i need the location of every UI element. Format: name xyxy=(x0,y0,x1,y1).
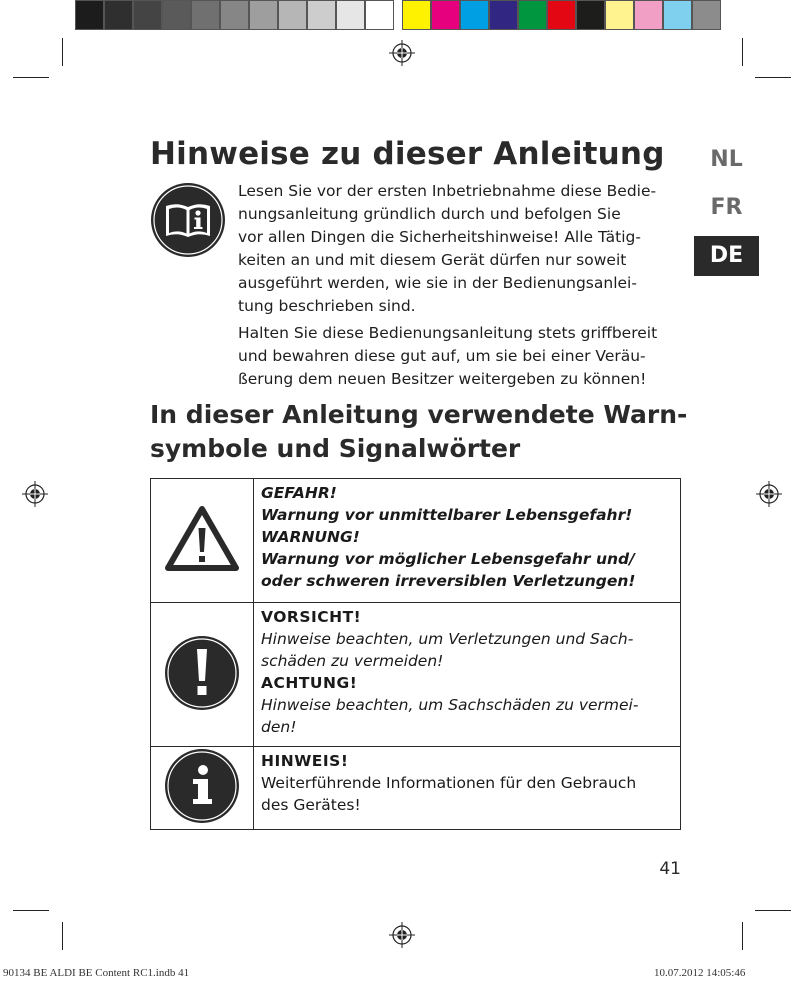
crop-mark xyxy=(755,910,791,911)
note-description-line: des Gerätes! xyxy=(261,796,361,814)
registration-mark-icon xyxy=(22,481,48,507)
crop-mark xyxy=(13,910,49,911)
registration-mark-icon xyxy=(389,922,415,948)
color-swatch xyxy=(402,0,431,30)
registration-mark-icon xyxy=(756,481,782,507)
color-swatch xyxy=(605,0,634,30)
attention-description-line: den! xyxy=(261,718,297,736)
table-icon-cell xyxy=(151,603,254,747)
attention-description-line: Hinweise beachten, um Sachschäden zu vermei- xyxy=(261,696,639,714)
crop-mark xyxy=(742,922,743,950)
color-bar-gap xyxy=(394,0,402,30)
print-color-bar xyxy=(75,0,721,30)
language-tab-de[interactable]: DE xyxy=(694,236,759,276)
color-swatch xyxy=(162,0,191,30)
intro-paragraph-2: Halten Sie diese Bedienungsanleitung stets griffbereit und bewahren diese gut auf, um sie bei einer Veräu- ßerung dem neuen Besitzer weitergeben zu können! xyxy=(238,324,658,388)
language-tab-fr[interactable]: FR xyxy=(710,195,743,220)
color-swatch xyxy=(220,0,249,30)
slug-timestamp: 10.07.2012 14:05:46 xyxy=(654,967,746,979)
color-swatch xyxy=(104,0,133,30)
crop-mark xyxy=(755,77,791,78)
danger-description: Warnung vor unmittelbarer Lebensgefahr! xyxy=(261,506,633,524)
color-swatch xyxy=(307,0,336,30)
intro-paragraph-1: Lesen Sie vor der ersten Inbetriebnahme diese Bedie- nungsanleitung gründlich durch und befolgen Sie vor allen Dingen die Sicherheitshinweise! Alle Tätig- keiten an und mit diesem Gerät dürfen nur soweit ausgeführt werden, wie sie in der Bedienungsanlei- tung beschrieben sind. xyxy=(238,182,657,315)
table-icon-cell xyxy=(151,479,254,603)
manual-info-icon xyxy=(150,182,226,258)
color-swatch xyxy=(75,0,104,30)
warning-triangle-icon xyxy=(165,506,239,572)
color-swatch xyxy=(489,0,518,30)
table-text-cell xyxy=(254,479,681,603)
page-title: Hinweise zu dieser Anleitung xyxy=(150,136,665,172)
color-swatch xyxy=(278,0,307,30)
slug-file-info: 90134 BE ALDI BE Content RC1.indb 41 xyxy=(3,967,190,979)
exclamation-circle-icon xyxy=(164,635,240,711)
color-swatch xyxy=(634,0,663,30)
caution-description-line: schäden zu vermeiden! xyxy=(261,652,444,670)
color-swatch xyxy=(547,0,576,30)
table-text-cell xyxy=(254,747,681,830)
color-swatch xyxy=(336,0,365,30)
table-icon-cell xyxy=(151,747,254,830)
color-swatch xyxy=(133,0,162,30)
table-text-cell xyxy=(254,603,681,747)
color-swatch xyxy=(518,0,547,30)
language-tab-nl[interactable]: NL xyxy=(710,147,743,172)
signal-word-danger: GEFAHR! xyxy=(261,484,337,502)
note-description-line: Weiterführende Informationen für den Gebrauch xyxy=(261,774,637,792)
signal-word-warning: WARNUNG! xyxy=(261,528,360,546)
signal-word-note: HINWEIS! xyxy=(261,752,349,770)
color-swatch xyxy=(249,0,278,30)
crop-mark xyxy=(62,38,63,66)
color-swatch xyxy=(431,0,460,30)
registration-mark-icon xyxy=(389,40,415,66)
signal-word-table xyxy=(150,478,681,830)
crop-mark xyxy=(13,77,49,78)
page-number: 41 xyxy=(659,859,681,879)
table-row xyxy=(151,603,681,747)
color-swatch xyxy=(576,0,605,30)
table-row xyxy=(151,479,681,603)
color-swatch xyxy=(692,0,721,30)
caution-description-line: Hinweise beachten, um Verletzungen und Sach- xyxy=(261,630,634,648)
color-swatch xyxy=(365,0,394,30)
signal-word-caution: VORSICHT! xyxy=(261,608,362,626)
crop-mark xyxy=(62,922,63,950)
info-circle-icon xyxy=(164,748,240,824)
warning-description-line: Warnung vor möglicher Lebensgefahr und/ xyxy=(261,550,635,568)
crop-mark xyxy=(742,38,743,66)
section-title: In dieser Anleitung verwendete Warn- symbole und Signalwörter xyxy=(150,400,688,463)
signal-word-attention: ACHTUNG! xyxy=(261,674,358,692)
intro-text xyxy=(238,180,686,395)
table-row xyxy=(151,747,681,830)
color-swatch xyxy=(663,0,692,30)
color-swatch xyxy=(460,0,489,30)
color-swatch xyxy=(191,0,220,30)
warning-description-line: oder schweren irreversiblen Verletzungen! xyxy=(261,572,636,590)
